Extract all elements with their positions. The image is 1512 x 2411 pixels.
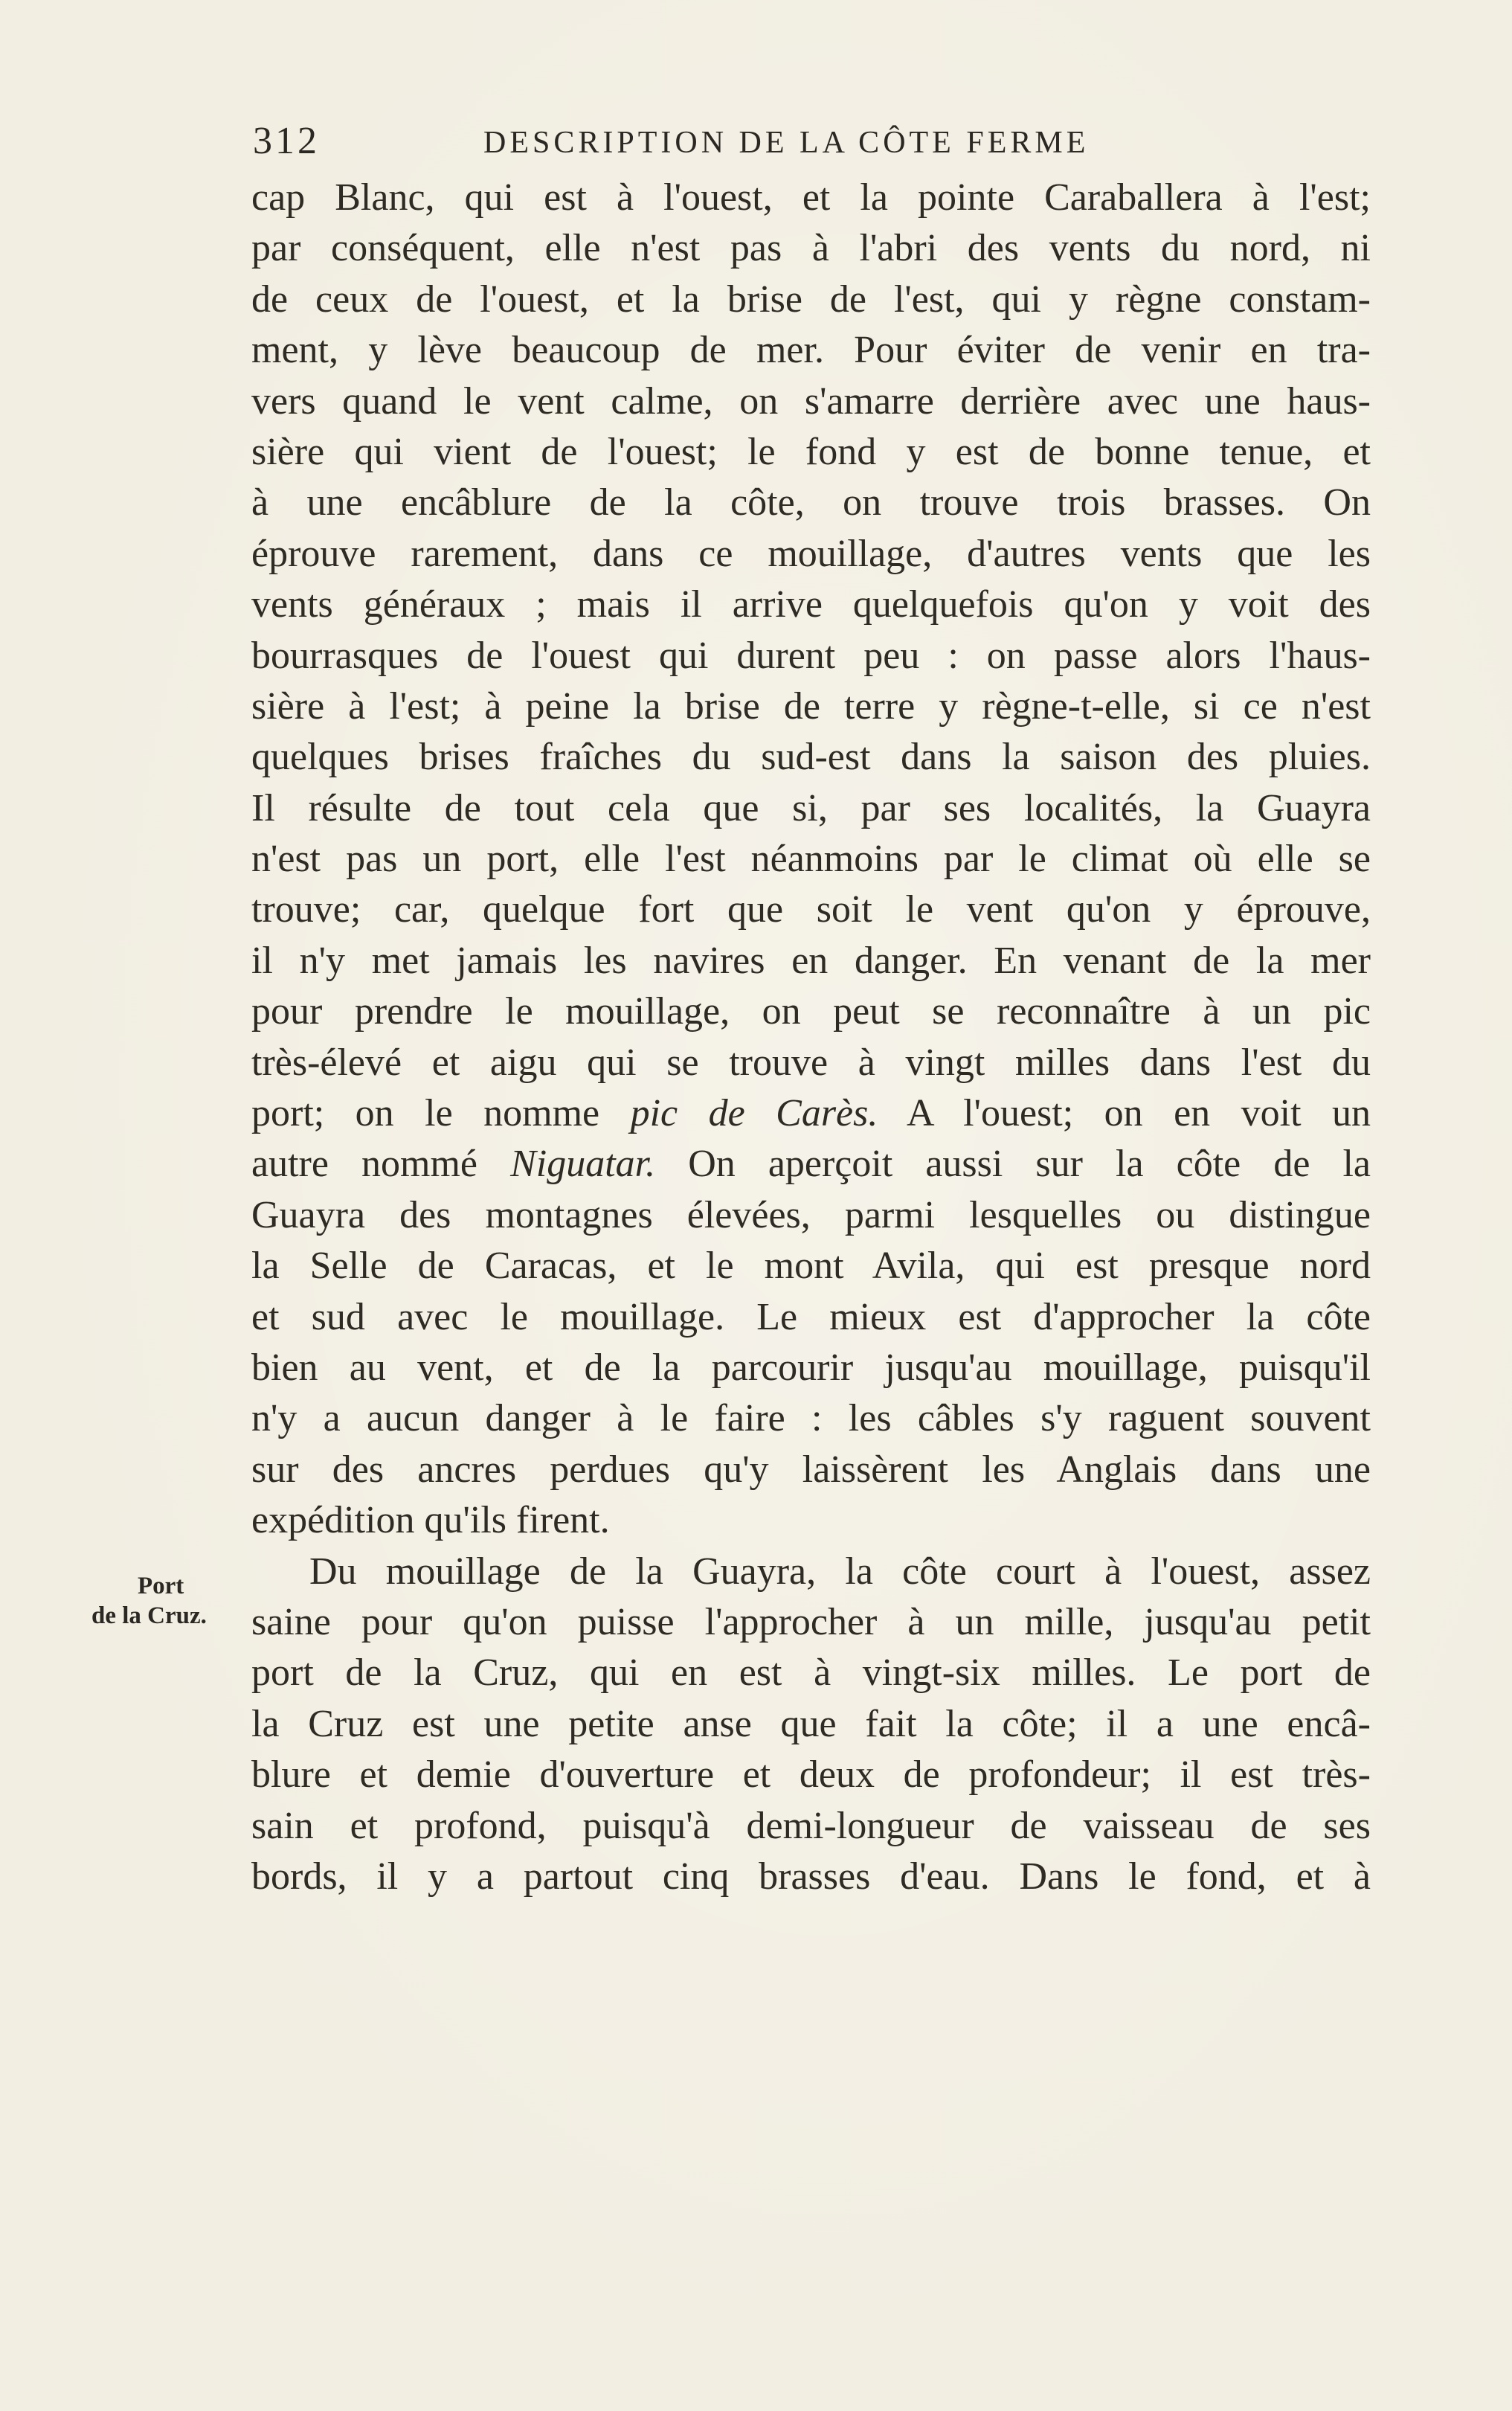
text-line: bourrasques de l'ouest qui durent peu : on passe alors l'haus- [251, 634, 1371, 677]
text-line: par conséquent, elle n'est pas à l'abri des vents du nord, ni [251, 227, 1371, 270]
text-line: n'y a aucun danger à le faire : les câbles s'y raguent souvent [251, 1397, 1371, 1440]
text-line: la Selle de Caracas, et le mont Avila, qui est presque nord [251, 1245, 1371, 1288]
text-line: sur des ancres perdues qu'y laissèrent les Anglais dans une [251, 1448, 1371, 1491]
text-line: cap Blanc, qui est à l'ouest, et la pointe Caraballera à l'est; [251, 176, 1371, 219]
text-line [251, 1088, 1371, 1139]
text-line: vers quand le vent calme, on s'amarre derrière avec une haus- [251, 379, 1371, 423]
text-line: Il résulte de tout cela que si, par ses localités, la Guayra [251, 786, 1371, 829]
text-line: sière qui vient de l'ouest; le fond y est de bonne tenue, et [251, 430, 1371, 473]
text-line: très-élevé et aigu qui se trouve à vingt milles dans l'est du [251, 1041, 1371, 1084]
text-segment: port; on le nomme [251, 1092, 600, 1135]
italic-place-name: pic de Carès. [630, 1092, 878, 1135]
text-line: à une encâblure de la côte, on trouve trois brasses. On [251, 481, 1371, 524]
text-line: la Cruz est une petite anse que fait la côte; il a une encâ- [251, 1702, 1371, 1745]
text-line: trouve; car, quelque fort que soit le vent qu'on y éprouve, [251, 888, 1371, 931]
text-line: blure et demie d'ouverture et deux de profondeur; il est très- [251, 1753, 1371, 1797]
text-line: vents généraux ; mais il arrive quelquefois qu'on y voit des [251, 583, 1371, 626]
text-line: quelques brises fraîches du sud-est dans la saison des pluies. [251, 736, 1371, 779]
text-line: Guayra des montagnes élevées, parmi lesquelles ou distingue [251, 1193, 1371, 1236]
text-line: expédition qu'ils firent. [251, 1499, 610, 1542]
page-header [253, 119, 1368, 171]
text-line: bien au vent, et de la parcourir jusqu'au mouillage, puisqu'il [251, 1346, 1371, 1389]
text-line: Du mouillage de la Guayra, la côte court à l'ouest, assez [309, 1550, 1371, 1593]
text-line: saine pour qu'on puisse l'approcher à un mille, jusqu'au petit [251, 1600, 1371, 1643]
text-line: sain et profond, puisqu'à demi-longueur de vaisseau de ses [251, 1804, 1371, 1847]
body-text [251, 173, 1371, 1902]
text-segment: On aperçoit aussi sur la côte de la [688, 1143, 1371, 1186]
margin-note-line-1: Port [138, 1573, 184, 1599]
text-line: et sud avec le mouillage. Le mieux est d'approcher la côte [251, 1295, 1371, 1338]
text-line: sière à l'est; à peine la brise de terre y règne-t-elle, si ce n'est [251, 684, 1371, 728]
text-line: bords, il y a partout cinq brasses d'eau. Dans le fond, et à [251, 1855, 1371, 1898]
text-segment: autre nommé [251, 1143, 477, 1186]
text-line [251, 1139, 1371, 1190]
running-title: DESCRIPTION DE LA CÔTE FERME [483, 126, 1090, 160]
text-line: il n'y met jamais les navires en danger. En venant de la mer [251, 939, 1371, 982]
text-line: ment, y lève beaucoup de mer. Pour éviter de venir en tra- [251, 329, 1371, 372]
text-line: port de la Cruz, qui en est à vingt-six milles. Le port de [251, 1651, 1371, 1695]
text-line: pour prendre le mouillage, on peut se reconnaître à un pic [251, 990, 1371, 1033]
margin-note [86, 1571, 249, 1631]
italic-place-name: Niguatar. [510, 1143, 656, 1186]
margin-note-line-2: de la Cruz. [91, 1602, 207, 1629]
text-line: n'est pas un port, elle l'est néanmoins par le climat où elle se [251, 838, 1371, 881]
text-line: de ceux de l'ouest, et la brise de l'est, qui y règne constam- [251, 277, 1371, 321]
page-number: 312 [253, 120, 320, 162]
text-line: éprouve rarement, dans ce mouillage, d'autres vents que les [251, 532, 1371, 575]
text-segment: A l'ouest; on en voit un [906, 1092, 1371, 1135]
